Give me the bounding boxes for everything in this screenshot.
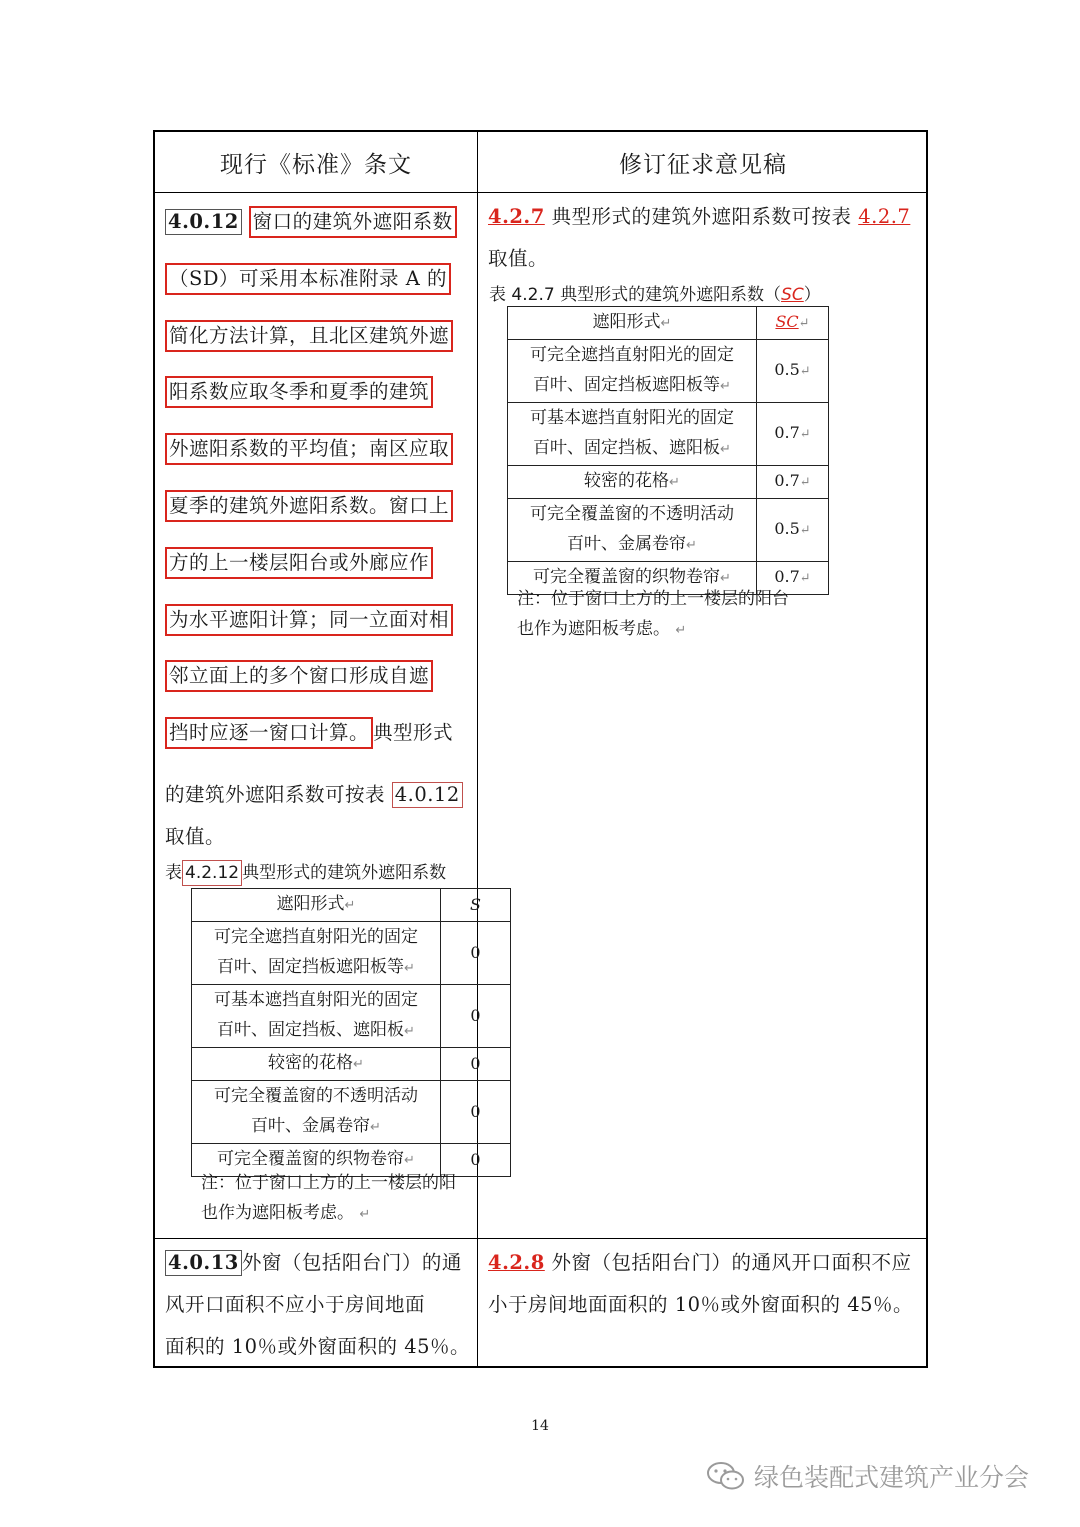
left-table-note xyxy=(201,1168,456,1230)
highlight-line: 方的上一楼层阳台或外廊应作 xyxy=(165,547,433,579)
paragraph-mark: ↵ xyxy=(404,1153,415,1168)
right-table-note xyxy=(517,584,789,646)
table-header-cell xyxy=(508,307,757,340)
note-line: 注：位于窗口上方的上一楼层的阳台 xyxy=(517,589,789,609)
paragraph-mark: ↵ xyxy=(799,475,811,490)
paragraph-mark: ↵ xyxy=(799,364,811,379)
cell-line: 百叶、固定挡板遮阳板等 xyxy=(217,957,405,977)
cell-line: 可完全覆盖窗的织物卷帘 xyxy=(533,567,721,587)
column-divider xyxy=(477,132,478,1366)
paragraph-mark: ↵ xyxy=(799,523,811,538)
body-text: 风开口面积不应小于房间地面 xyxy=(165,1293,426,1316)
table-value: 0 xyxy=(441,1048,511,1081)
note-line: 也作为遮阳板考虑。 xyxy=(517,619,670,639)
cell-line: 百叶、固定挡板遮阳板等 xyxy=(533,375,721,395)
value-text: 0.5 xyxy=(774,360,800,379)
header-divider xyxy=(155,192,926,193)
cell-line: 较密的花格 xyxy=(584,471,670,491)
paragraph-mark: ↵ xyxy=(720,442,731,457)
table-ref: 4.2.12 xyxy=(182,860,242,886)
table-cell xyxy=(508,466,757,499)
paragraph-mark: ↵ xyxy=(660,316,672,331)
table-value: 0 xyxy=(441,922,511,985)
caption-text: 典型形式的建筑外遮阳系数 xyxy=(242,863,447,883)
body-text: 外窗（包括阳台门）的通风开口面积不应 xyxy=(551,1251,912,1274)
paragraph-mark: ↵ xyxy=(404,1024,415,1039)
wechat-icon xyxy=(706,1460,746,1492)
value-text: 0.7 xyxy=(774,471,800,490)
table-cell xyxy=(192,985,441,1048)
paragraph-mark: ↵ xyxy=(669,475,680,490)
body-text: 典型形式的建筑外遮阳系数可按表 xyxy=(551,205,852,228)
value-text: 0.7 xyxy=(774,567,800,586)
paragraph-mark: ↵ xyxy=(720,379,731,394)
left-shading-table xyxy=(191,888,511,1177)
paragraph-mark: ↵ xyxy=(370,1120,381,1135)
paragraph-mark: ↵ xyxy=(799,571,811,586)
paragraph-mark: ↵ xyxy=(798,316,810,331)
header-text: 遮阳形式 xyxy=(592,312,661,332)
table-value xyxy=(757,340,829,403)
highlight-line: （SD）可采用本标准附录 A 的 xyxy=(165,263,451,295)
table-header-cell: S xyxy=(441,889,511,922)
page-number: 14 xyxy=(531,1418,549,1434)
table-cell xyxy=(508,403,757,466)
header-current-standard: 现行《标准》条文 xyxy=(220,151,412,178)
highlight-line: 邻立面上的多个窗口形成自遮 xyxy=(165,660,433,692)
clause-4-2-8 xyxy=(488,1242,913,1326)
cell-line: 较密的花格 xyxy=(268,1053,354,1073)
paragraph-mark: ↵ xyxy=(799,427,811,442)
value-text: 0.5 xyxy=(774,519,800,538)
cell-line: 可完全覆盖窗的不透明活动 xyxy=(214,1086,418,1106)
body-text: 外窗（包括阳台门）的通 xyxy=(241,1251,462,1274)
paragraph-mark: ↵ xyxy=(344,898,356,913)
table-cell xyxy=(192,922,441,985)
clause-4-0-13 xyxy=(165,1242,470,1368)
highlight-line: 窗口的建筑外遮阳系数 xyxy=(249,206,457,238)
comparison-table xyxy=(153,130,928,1368)
paragraph-mark: ↵ xyxy=(720,571,731,586)
cell-line: 百叶、金属卷帘 xyxy=(251,1116,371,1136)
paragraph-mark: ↵ xyxy=(686,538,697,553)
body-text: 典型形式 xyxy=(373,721,454,745)
cell-line: 可基本遮挡直射阳光的固定 xyxy=(530,408,734,428)
cell-line: 百叶、固定挡板、遮阳板 xyxy=(217,1020,405,1040)
caption-prefix: 表 xyxy=(165,863,182,883)
table-cell xyxy=(508,340,757,403)
highlight-line: 阳系数应取冬季和夏季的建筑 xyxy=(165,376,433,408)
paragraph-mark: ↵ xyxy=(359,1207,371,1222)
table-cell xyxy=(192,1081,441,1144)
header-revision-draft: 修订征求意见稿 xyxy=(619,151,787,178)
highlight-line: 挡时应逐一窗口计算。 xyxy=(165,717,373,749)
note-line: 也作为遮阳板考虑。 xyxy=(201,1203,354,1223)
value-text: 0.7 xyxy=(774,423,800,442)
table-value: 0 xyxy=(441,985,511,1048)
clause-number: 4.0.12 xyxy=(165,209,242,235)
row-divider xyxy=(155,1238,926,1239)
table-header-cell xyxy=(757,307,829,340)
paragraph-mark: ↵ xyxy=(675,623,687,638)
cell-line: 百叶、金属卷帘 xyxy=(567,534,687,554)
table-value: 0 xyxy=(441,1081,511,1144)
caption-text: 表 4.2.7 典型形式的建筑外遮阳系数（ xyxy=(489,285,782,305)
header-symbol: SC xyxy=(775,312,799,331)
body-text: 取值。 xyxy=(488,247,549,270)
table-ref: 4.0.12 xyxy=(392,782,463,808)
body-text: 取值。 xyxy=(165,825,226,848)
paragraph-mark: ↵ xyxy=(353,1057,364,1072)
table-ref: 4.2.7 xyxy=(858,205,911,228)
watermark xyxy=(706,1458,1029,1494)
table-value: 0 xyxy=(441,1144,511,1177)
paragraph-mark: ↵ xyxy=(404,961,415,976)
body-text: 的建筑外遮阳系数可按表 xyxy=(165,783,386,806)
caption-close: ） xyxy=(803,285,821,305)
cell-line: 可基本遮挡直射阳光的固定 xyxy=(214,990,418,1010)
highlight-line: 夏季的建筑外遮阳系数。窗口上 xyxy=(165,490,453,522)
clause-4-0-12 xyxy=(165,194,457,762)
right-table-caption xyxy=(489,280,821,305)
clause-number: 4.2.7 xyxy=(488,205,545,228)
table-value xyxy=(757,403,829,466)
table-cell xyxy=(508,499,757,562)
right-shading-table xyxy=(507,306,829,595)
note-line: 注：位于窗口上方的上一楼层的阳 xyxy=(201,1173,456,1193)
cell-line: 百叶、固定挡板、遮阳板 xyxy=(533,438,721,458)
table-value xyxy=(757,466,829,499)
watermark-text: 绿色装配式建筑产业分会 xyxy=(754,1463,1030,1492)
clause-number: 4.0.13 xyxy=(165,1250,242,1276)
highlight-line: 简化方法计算，且北区建筑外遮 xyxy=(165,320,453,352)
clause-4-0-12-tail xyxy=(165,774,463,858)
left-table-region xyxy=(155,852,481,1237)
cell-line: 可完全覆盖窗的不透明活动 xyxy=(530,504,734,524)
highlight-line: 外遮阳系数的平均值；南区应取 xyxy=(165,433,453,465)
clause-number: 4.2.8 xyxy=(488,1251,545,1274)
body-text: 面积的 10％或外窗面积的 45％。 xyxy=(165,1335,471,1358)
left-table-caption xyxy=(165,858,446,886)
header-text: 遮阳形式 xyxy=(276,894,345,914)
cell-line: 可完全遮挡直射阳光的固定 xyxy=(530,345,734,365)
table-value xyxy=(757,499,829,562)
body-text: 小于房间地面面积的 10％或外窗面积的 45％。 xyxy=(488,1293,914,1316)
caption-symbol: SC xyxy=(781,285,804,305)
clause-4-2-7 xyxy=(488,196,910,280)
table-header-cell xyxy=(192,889,441,922)
cell-line: 可完全覆盖窗的织物卷帘 xyxy=(217,1149,405,1169)
highlight-line: 为水平遮阳计算；同一立面对相 xyxy=(165,604,453,636)
table-cell xyxy=(192,1048,441,1081)
cell-line: 可完全遮挡直射阳光的固定 xyxy=(214,927,418,947)
